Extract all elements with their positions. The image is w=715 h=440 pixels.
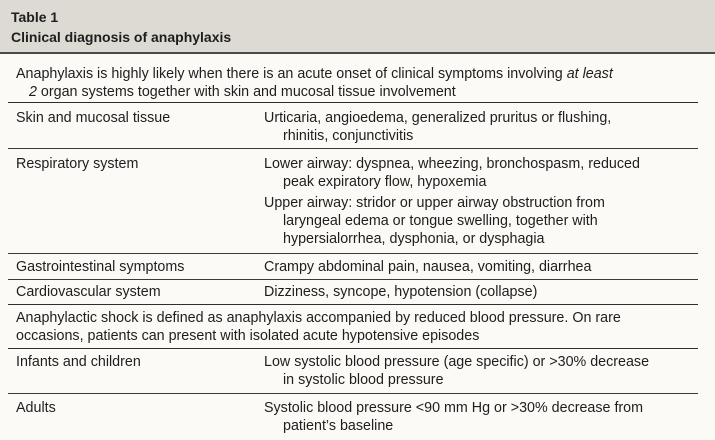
intro-line-2 (29, 83, 456, 102)
divider (8, 279, 698, 280)
row-label-gastrointestinal: Gastrointestinal symptoms (16, 259, 185, 275)
divider (8, 253, 698, 254)
row-value-infants-2: in systolic blood pressure (283, 372, 444, 388)
divider (8, 102, 698, 103)
divider (8, 348, 698, 349)
row-value-lower-airway-1: Lower airway: dyspnea, wheezing, bronchospasm, reduced (264, 156, 640, 172)
intro-emphasis: at least (566, 66, 613, 82)
table-label: Table 1 (11, 9, 59, 25)
row-value-cardiovascular: Dizziness, syncope, hypotension (collapse) (264, 284, 538, 300)
row-label-cardiovascular: Cardiovascular system (16, 284, 161, 300)
row-label-respiratory: Respiratory system (16, 156, 139, 172)
intro-emphasis-count: 2 (29, 84, 37, 100)
row-value-adults-2: patient’s baseline (283, 418, 394, 434)
shock-line-1: Anaphylactic shock is defined as anaphylaxis accompanied by reduced blood pressure. On rare (16, 310, 621, 326)
divider (8, 304, 698, 305)
intro-line-1 (16, 65, 613, 84)
row-value-upper-airway-2: laryngeal edema or tongue swelling, together with (283, 213, 598, 229)
row-value-infants-1: Low systolic blood pressure (age specific) or >30% decrease (264, 354, 650, 370)
row-value-adults-1: Systolic blood pressure <90 mm Hg or >30% decrease from (264, 400, 644, 416)
shock-line-2: occasions, patients can present with isolated acute hypotensive episodes (16, 328, 480, 344)
divider (8, 393, 698, 394)
row-value-upper-airway-3: hypersialorrhea, dysphonia, or dysphagia (283, 231, 545, 247)
row-value-lower-airway-2: peak expiratory flow, hypoxemia (283, 174, 487, 190)
row-value-upper-airway-1: Upper airway: stridor or upper airway obstruction from (264, 195, 605, 211)
row-value-skin-2: rhinitis, conjunctivitis (283, 128, 414, 144)
intro-text-rest: organ systems together with skin and mucosal tissue involvement (36, 84, 456, 100)
intro-text: Anaphylaxis is highly likely when there is an acute onset of clinical symptoms involving (16, 66, 567, 82)
table-header (0, 0, 715, 54)
row-label-skin: Skin and mucosal tissue (16, 110, 171, 126)
row-value-gastrointestinal: Crampy abdominal pain, nausea, vomiting, diarrhea (264, 259, 592, 275)
row-value-skin-1: Urticaria, angioedema, generalized pruritus or flushing, (264, 110, 612, 126)
table-title: Clinical diagnosis of anaphylaxis (11, 29, 232, 45)
divider (8, 148, 698, 149)
row-label-adults: Adults (16, 400, 56, 416)
row-label-infants: Infants and children (16, 354, 141, 370)
